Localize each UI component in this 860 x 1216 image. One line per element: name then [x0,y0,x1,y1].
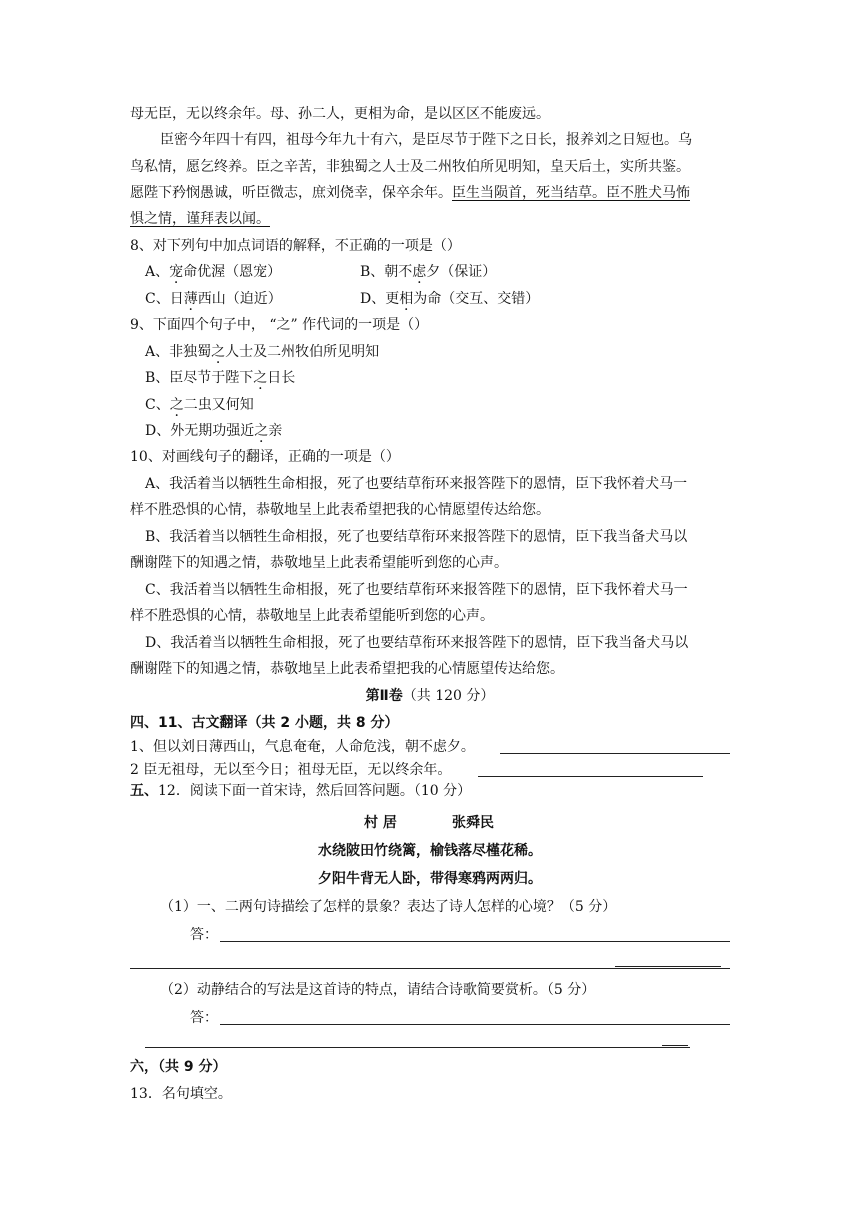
answer-blank[interactable] [220,1024,730,1025]
q10-option-a-cont: 样不胜恐惧的心情，恭敬地呈上此表希望把我的心情愿望传达给您。 [130,502,550,518]
q8-option-a: A、宠命优渥（恩宠） [145,264,282,280]
dotted-char: 之 [211,344,226,360]
poem-line: 水绕陂田竹绕篱，榆钱落尽槿花稀。 [318,843,542,859]
question-9-stem: 9、下面四个句子中， “之” 作代词的一项是（） [130,317,429,333]
answer-blank-end [662,1045,688,1046]
answer-blank[interactable] [500,753,730,754]
dotted-char: 薄 [183,291,198,307]
dotted-char: 之 [169,397,184,413]
q9-option-c: C、之二虫又何知 [145,397,254,413]
passage-line: 鸟私情，愿乞终养。臣之辛苦，非独蜀之人士及二州牧伯所见明知，皇天后土，实所共鉴。 [130,159,690,175]
q10-option-d: D、我活着当以牺牲生命相报，死了也要结草衔环来报答陛下的恩情，臣下我当备犬马以 [145,635,689,651]
q8-option-c: C、日薄西山（迫近） [145,291,282,307]
q9-option-d: D、外无期功强近之亲 [145,423,283,439]
dotted-char: 虑 [412,264,427,280]
passage-line: 母无臣，无以终余年。母、孙二人，更相为命，是以区区不能废远。 [130,106,550,122]
section-6-title: 六，（共 9 分） [130,1059,227,1075]
answer-blank[interactable] [220,941,730,942]
answer-label: 答： [190,927,218,943]
answer-label: 答： [190,1010,218,1026]
poem-line: 夕阳牛背无人卧，带得寒鸦两两归。 [318,871,542,887]
q10-option-b-cont: 酬谢陛下的知遇之情，恭敬地呈上此表希望能听到您的心声。 [130,555,508,571]
translation-item-1: 1、但以刘日薄西山，气息奄奄，人命危浅，朝不虑夕。 [130,739,475,755]
part-two-heading: 第Ⅱ卷（共 120 分） [365,688,495,704]
poem-title: 村 居 [364,815,397,831]
answer-blank[interactable] [145,1047,690,1048]
section-4-title: 四、11、古文翻译（共 2 小题，共 8 分） [130,715,399,731]
answer-blank-end [615,966,721,967]
section-5-title: 五、12．阅读下面一首宋诗，然后回答问题。（10 分） [130,783,472,799]
passage-text: 愿陛下矜悯愚诚，听臣微志，庶刘侥幸，保卒余年。 [130,185,452,201]
dotted-char: 宠 [169,264,184,280]
question-13: 13．名句填空。 [130,1086,232,1102]
q10-option-c-cont: 样不胜恐惧的心情，恭敬地呈上此表希望能听到您的心声。 [130,608,494,624]
passage-line [130,183,690,203]
poem-author: 张舜民 [452,815,494,831]
q9-option-b: B、臣尽节于陛下之日长 [145,370,296,386]
q8-option-d: D、更相为命（交互、交错） [360,291,540,307]
dotted-char: 之 [253,370,268,386]
answer-blank[interactable] [478,776,703,777]
translation-item-2: 2 臣无祖母，无以至今日；祖母无臣，无以终余年。 [130,762,452,778]
dotted-char: 相 [399,291,414,307]
q10-option-c: C、我活着当以牺牲生命相报，死了也要结草衔环来报答陛下的恩情，臣下我怀着犬马一 [145,582,688,598]
question-8-stem: 8、对下列句中加点词语的解释，不正确的一项是（） [130,238,461,254]
q10-option-d-cont: 酬谢陛下的知遇之情，恭敬地呈上此表希望把我的心情愿望传达给您。 [130,661,564,677]
q8-option-b: B、朝不虑夕（保证） [360,264,497,280]
question-10-stem: 10、对画线句子的翻译，正确的一项是（） [130,449,400,465]
poem-question-1: （1）一、二两句诗描绘了怎样的景象？表达了诗人怎样的心境？（5 分） [160,899,617,915]
q9-option-a: A、非独蜀之人士及二州牧伯所见明知 [145,344,380,360]
underlined-sentence: 惧之情，谨拜表以闻。 [130,211,270,227]
q10-option-b: B、我活着当以牺牲生命相报，死了也要结草衔环来报答陛下的恩情，臣下我当备犬马以 [145,529,688,545]
q10-option-a: A、我活着当以牺牲生命相报，死了也要结草衔环来报答陛下的恩情，臣下我怀着犬马一 [145,476,688,492]
dotted-char: 之 [254,423,269,439]
underlined-sentence: 臣生当陨首，死当结草。臣不胜犬马怖 [452,185,690,201]
passage-line: 臣密今年四十有四，祖母今年九十有六，是臣尽节于陛下之日长，报养刘之日短也。乌 [160,132,692,148]
poem-question-2: （2）动静结合的写法是这首诗的特点，请结合诗歌简要赏析。（5 分） [160,982,596,998]
answer-blank[interactable] [130,968,730,969]
